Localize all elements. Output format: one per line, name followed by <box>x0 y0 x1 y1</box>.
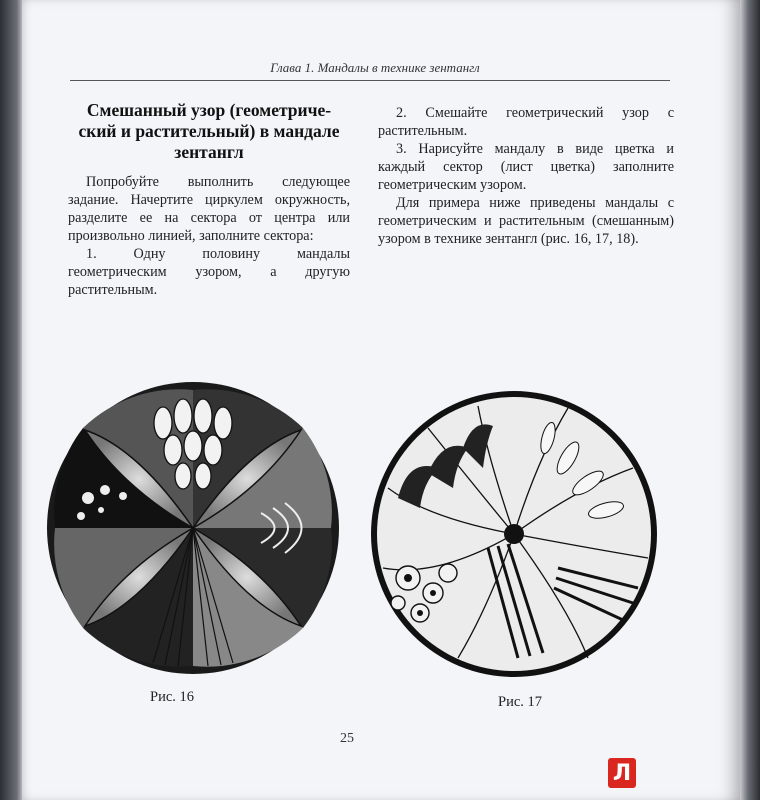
paragraph: 3. Нарисуйте мандалу в виде цветка и каждый сектор (лист цветка) заполните геометрическим узором. <box>378 141 674 193</box>
left-column <box>68 100 350 299</box>
watermark-logo <box>608 758 636 788</box>
paragraph: Попробуйте выполнить следующее задание. Начертите циркулем окружность, разделите ее на сектора от центра или произвольно линией, заполните сектора: <box>68 174 350 244</box>
page-number: 25 <box>340 731 354 746</box>
figure-caption: Рис. 16 <box>150 689 195 705</box>
book-binding-shadow <box>0 0 24 800</box>
mandala-figure-17 <box>368 388 660 680</box>
header-rule <box>70 80 670 81</box>
mandala-figure-16 <box>43 378 343 678</box>
paragraph: 1. Одну половину мандалы геометрическим узором, а другую растительным. <box>68 246 350 298</box>
figure-caption: Рис. 17 <box>498 694 543 710</box>
right-column <box>378 104 674 248</box>
paragraph: Для примера ниже приведены мандалы с геометрическим и растительным (смешанным) узором в технике зентангл (рис. 16, 17, 18). <box>378 195 674 247</box>
section-title: Смешанный узор (геометриче-ский и растительный) в мандале зентангл <box>78 100 340 162</box>
running-head: Глава 1. Мандалы в технике зентангл <box>270 60 480 75</box>
page-edge-shadow <box>740 0 760 800</box>
logo-letter: Л <box>612 760 632 786</box>
paragraph: 2. Смешайте геометрический узор с растительным. <box>378 105 674 139</box>
